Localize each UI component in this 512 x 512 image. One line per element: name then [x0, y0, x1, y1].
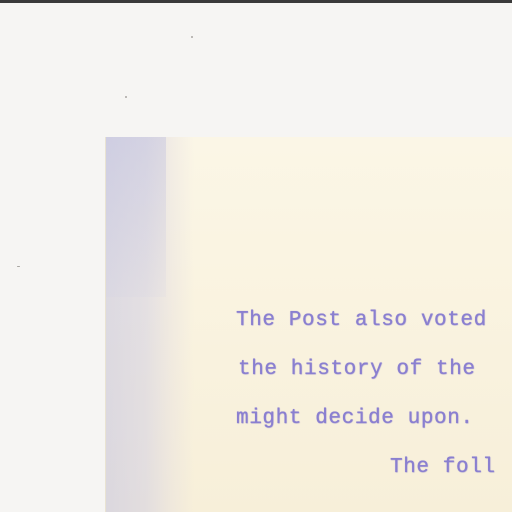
scan-edge-bar: [0, 0, 512, 3]
text-line-3: might decide upon.: [236, 407, 474, 430]
paper-stain: [106, 137, 166, 297]
dust-speck: [17, 266, 20, 267]
dust-speck: [191, 36, 193, 38]
dust-speck: [125, 96, 127, 98]
text-line-2: the history of the: [238, 358, 476, 381]
typed-paper-sheet: [106, 137, 512, 512]
text-line-1: The Post also voted: [236, 309, 487, 332]
text-line-4: The foll: [390, 456, 496, 479]
